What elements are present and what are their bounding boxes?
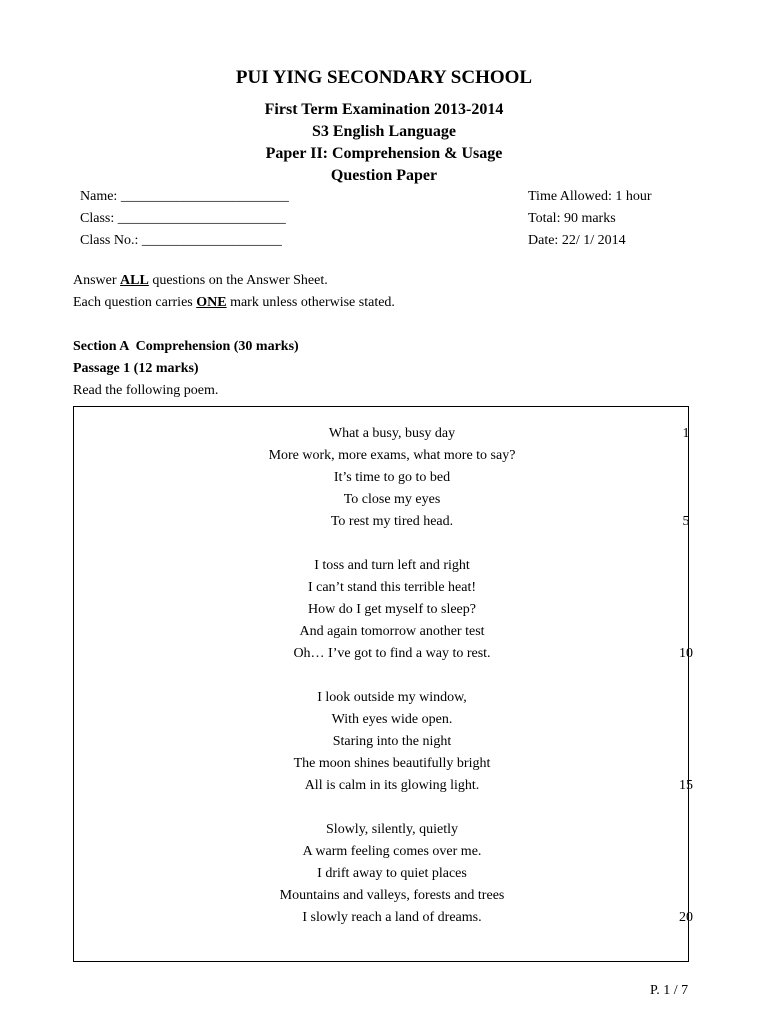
class-field: Class: ________________________: [80, 211, 286, 226]
document-type: Question Paper: [330, 167, 438, 184]
poem-line: How do I get myself to sleep?: [308, 602, 476, 617]
poem-line: A warm feeling comes over me.: [302, 844, 482, 859]
instruction-text: Each question carries: [73, 295, 197, 310]
time-allowed: Time Allowed: 1 hour: [528, 189, 652, 204]
exam-title: First Term Examination 2013-2014: [264, 101, 504, 118]
poem-line: Slowly, silently, quietly: [326, 822, 458, 837]
poem-line-number: 10: [679, 646, 693, 661]
total-marks: Total: 90 marks: [528, 211, 616, 226]
poem-line: I drift away to quiet places: [317, 866, 467, 881]
instruction-text: Answer: [73, 273, 121, 288]
instruction-one-mark: [73, 295, 395, 311]
poem-line-number: 5: [682, 514, 690, 529]
poem-line: Staring into the night: [332, 734, 452, 749]
poem-line: The moon shines beautifully bright: [293, 756, 491, 771]
instruction-answer-all: [73, 273, 328, 289]
poem-line: I toss and turn left and right: [314, 558, 470, 573]
poem-line: What a busy, busy day: [328, 426, 456, 441]
instruction-text: questions on the Answer Sheet.: [148, 273, 328, 288]
poem-line: And again tomorrow another test: [299, 624, 485, 639]
section-title: Section A Comprehension (30 marks): [73, 339, 299, 354]
poem-line: It’s time to go to bed: [333, 470, 451, 485]
poem-line: I slowly reach a land of dreams.: [302, 910, 482, 925]
poem-line: Mountains and valleys, forests and trees: [279, 888, 505, 903]
instruction-emphasis: ONE: [196, 295, 227, 310]
poem-line-number: 20: [679, 910, 693, 925]
exam-date: Date: 22/ 1/ 2014: [528, 233, 626, 248]
paper-title: Paper II: Comprehension & Usage: [265, 145, 503, 162]
subject-title: S3 English Language: [311, 123, 457, 140]
poem-line: More work, more exams, what more to say?: [268, 448, 516, 463]
passage-intro: Read the following poem.: [73, 383, 219, 398]
poem-line: With eyes wide open.: [331, 712, 453, 727]
instruction-text: mark unless otherwise stated.: [226, 295, 395, 310]
poem-line-number: 1: [682, 426, 690, 441]
passage-title: Passage 1 (12 marks): [73, 361, 199, 376]
page-number: P. 1 / 7: [650, 983, 689, 998]
poem-line: Oh… I’ve got to find a way to rest.: [293, 646, 491, 661]
instruction-emphasis: ALL: [120, 273, 149, 288]
poem-line: To close my eyes: [343, 492, 441, 507]
poem-line-number: 15: [679, 778, 693, 793]
poem-line: I can’t stand this terrible heat!: [307, 580, 477, 595]
school-name: PUI YING SECONDARY SCHOOL: [235, 67, 533, 88]
poem-line: All is calm in its glowing light.: [304, 778, 480, 793]
poem-line: To rest my tired head.: [330, 514, 454, 529]
name-field: Name: ________________________: [80, 189, 289, 204]
poem-box: [73, 406, 693, 962]
poem-line: I look outside my window,: [317, 690, 467, 705]
class-no-field: Class No.: ____________________: [80, 233, 282, 248]
